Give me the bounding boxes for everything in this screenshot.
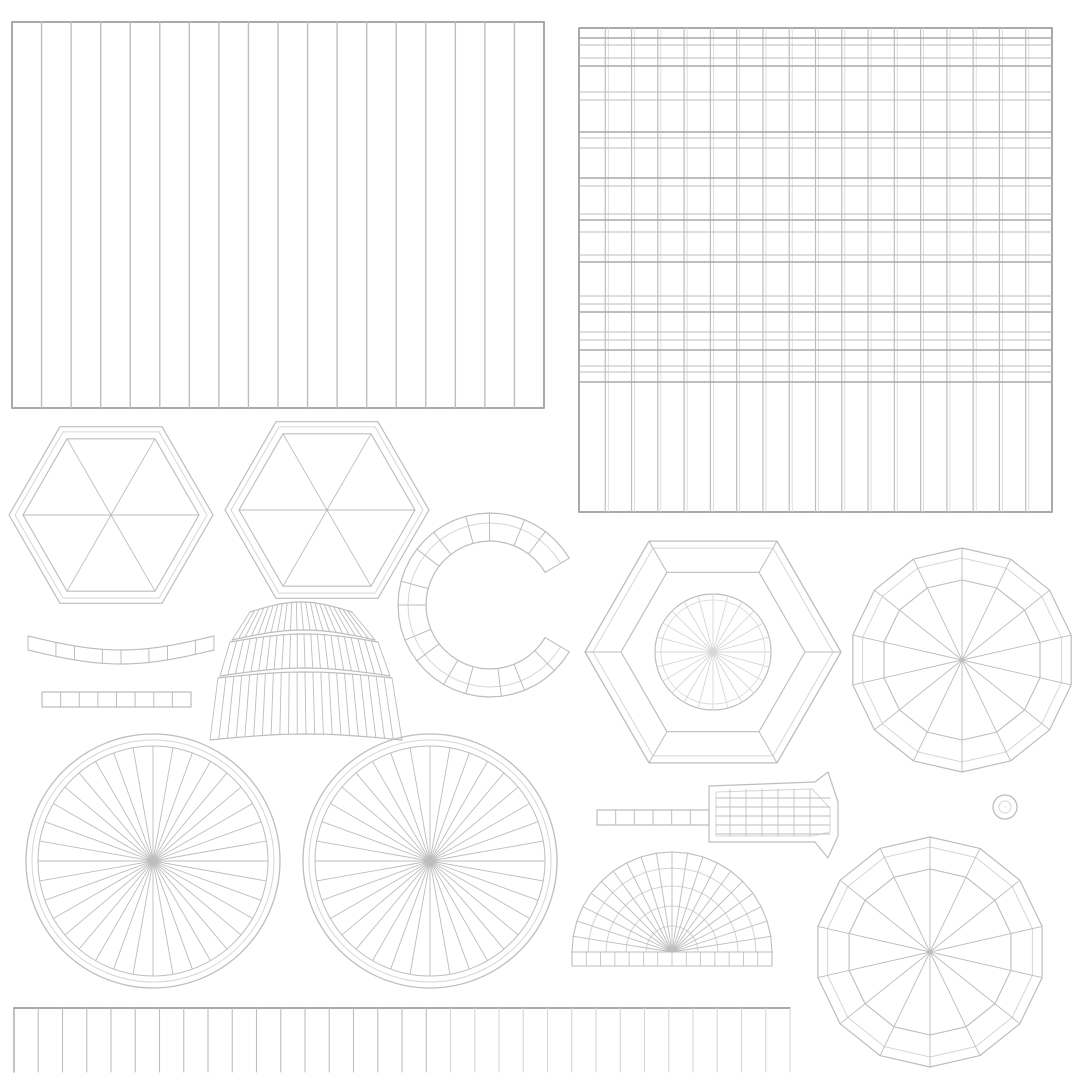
disc-island-left [26,734,280,988]
top-left-plank-island [12,22,544,408]
curved-strip-island [28,636,214,664]
polygon-disc-island-right [853,548,1071,772]
handle-island [597,772,838,858]
bottom-strip-island [14,1008,790,1072]
tiny-disc-island [993,795,1017,819]
top-right-grid-island [579,28,1052,512]
fan-band-island [210,602,402,740]
c-ring-island [398,513,569,697]
disc-island-center [303,734,557,988]
polygon-disc-island-bottom [818,837,1042,1067]
small-strip-island [42,692,191,707]
hexagon-island-center [225,422,429,599]
hexagon-island-left [9,427,213,604]
half-disc-island [572,852,772,966]
large-hexagon-ring-island [585,541,841,763]
